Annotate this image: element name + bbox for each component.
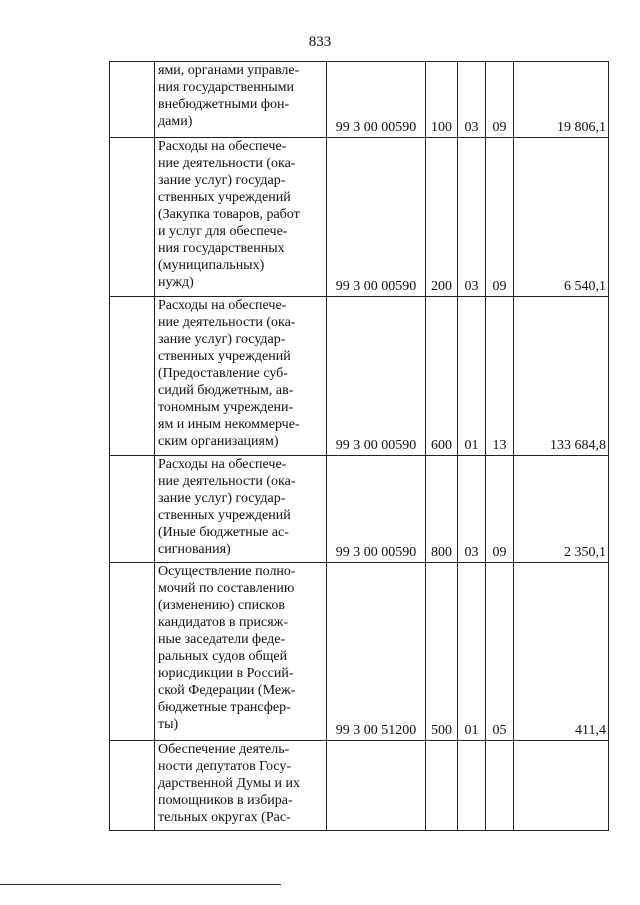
subsection-cell: 13 xyxy=(486,297,514,456)
description-line: кандидатов в присяж- xyxy=(158,615,289,630)
description-line: ственных учреждений xyxy=(158,349,291,364)
table-row xyxy=(110,138,609,297)
row-number-cell xyxy=(110,456,155,563)
description-line: сидий бюджетным, ав- xyxy=(158,383,294,398)
description-cell xyxy=(155,62,327,138)
subsection-cell: 09 xyxy=(486,456,514,563)
description-line: ты) xyxy=(158,717,179,732)
description-line: (Иные бюджетные ас- xyxy=(158,525,289,540)
description-line: внебюджетными фон- xyxy=(158,97,290,112)
description-line: юрисдикции в Россий- xyxy=(158,666,294,681)
table-row xyxy=(110,297,609,456)
subsection-cell: 09 xyxy=(486,62,514,138)
subsection-cell xyxy=(486,741,514,831)
description-line: (изменению) списков xyxy=(158,598,285,613)
description-line: Расходы на обеспече- xyxy=(158,139,287,154)
description-line: ние деятельности (ока- xyxy=(158,474,296,489)
section-cell: 03 xyxy=(458,456,486,563)
target-code-cell: 99 3 00 00590 xyxy=(327,297,426,456)
subsection-cell: 09 xyxy=(486,138,514,297)
description-line: мочий по составлению xyxy=(158,581,295,596)
description-line: бюджетные трансфер- xyxy=(158,700,291,715)
section-cell xyxy=(458,741,486,831)
description-line: помощников в избира- xyxy=(158,793,293,808)
description-line: дарственной Думы и их xyxy=(158,776,301,791)
description-line: (муниципальных) xyxy=(158,258,265,273)
amount-cell xyxy=(514,741,609,831)
row-number-cell xyxy=(110,563,155,741)
description-line: ние деятельности (ока- xyxy=(158,156,296,171)
expense-type-cell: 500 xyxy=(426,563,458,741)
expense-type-cell: 800 xyxy=(426,456,458,563)
section-cell: 03 xyxy=(458,138,486,297)
description-line: Осуществление полно- xyxy=(158,564,296,579)
table-row xyxy=(110,741,609,831)
target-code-cell: 99 3 00 51200 xyxy=(327,563,426,741)
description-line: ния государственными xyxy=(158,80,294,95)
description-line: Обеспечение деятель- xyxy=(158,742,290,757)
description-line: нужд) xyxy=(158,275,194,290)
description-line: ственных учреждений xyxy=(158,190,291,205)
description-cell xyxy=(155,138,327,297)
page-number: 833 xyxy=(308,34,332,50)
row-number-cell xyxy=(110,297,155,456)
section-cell: 01 xyxy=(458,297,486,456)
description-line: дами) xyxy=(158,114,193,129)
target-code-cell: 99 3 00 00590 xyxy=(327,62,426,138)
row-number-cell xyxy=(110,62,155,138)
amount-cell: 6 540,1 xyxy=(514,138,609,297)
description-line: зание услуг) государ- xyxy=(158,491,286,506)
footer-rule xyxy=(0,884,281,885)
description-line: ральных судов общей xyxy=(158,649,288,664)
description-line: тельных округах (Рас- xyxy=(158,810,291,825)
table-row xyxy=(110,563,609,741)
amount-cell: 19 806,1 xyxy=(514,62,609,138)
subsection-cell: 05 xyxy=(486,563,514,741)
target-code-cell: 99 3 00 00590 xyxy=(327,456,426,563)
table-row xyxy=(110,456,609,563)
description-line: ям и иным некоммерче- xyxy=(158,417,300,432)
target-code-cell xyxy=(327,741,426,831)
description-line: сигнования) xyxy=(158,542,231,557)
description-line: (Закупка товаров, работ xyxy=(158,207,300,222)
description-line: Расходы на обеспече- xyxy=(158,298,287,313)
description-cell xyxy=(155,563,327,741)
description-line: ния государственных xyxy=(158,241,285,256)
description-cell xyxy=(155,456,327,563)
amount-cell: 2 350,1 xyxy=(514,456,609,563)
amount-cell: 411,4 xyxy=(514,563,609,741)
description-line: ским организациям) xyxy=(158,434,279,449)
description-line: ственных учреждений xyxy=(158,508,291,523)
table-row xyxy=(110,62,609,138)
budget-table xyxy=(109,61,609,831)
expense-type-cell: 600 xyxy=(426,297,458,456)
description-line: зание услуг) государ- xyxy=(158,332,286,347)
amount-cell: 133 684,8 xyxy=(514,297,609,456)
description-line: ности депутатов Госу- xyxy=(158,759,292,774)
description-line: ями, органами управле- xyxy=(158,63,300,78)
description-cell xyxy=(155,741,327,831)
description-line: зание услуг) государ- xyxy=(158,173,286,188)
row-number-cell xyxy=(110,741,155,831)
description-line: и услуг для обеспече- xyxy=(158,224,288,239)
description-line: ные заседатели феде- xyxy=(158,632,286,647)
expense-type-cell: 200 xyxy=(426,138,458,297)
row-number-cell xyxy=(110,138,155,297)
description-line: ние деятельности (ока- xyxy=(158,315,296,330)
description-line: ской Федерации (Меж- xyxy=(158,683,296,698)
description-line: (Предоставление суб- xyxy=(158,366,288,381)
expense-type-cell: 100 xyxy=(426,62,458,138)
description-line: Расходы на обеспече- xyxy=(158,457,287,472)
target-code-cell: 99 3 00 00590 xyxy=(327,138,426,297)
budget-table-body xyxy=(110,62,609,831)
description-cell xyxy=(155,297,327,456)
expense-type-cell xyxy=(426,741,458,831)
description-line: тономным учреждени- xyxy=(158,400,294,415)
section-cell: 03 xyxy=(458,62,486,138)
section-cell: 01 xyxy=(458,563,486,741)
